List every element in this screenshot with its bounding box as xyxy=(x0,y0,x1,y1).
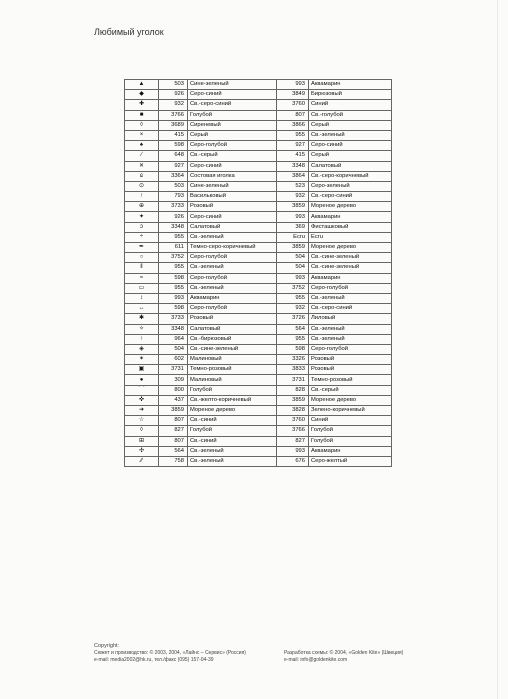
alt-color-name-cell: Фисташковый xyxy=(309,222,392,232)
color-name-cell: Голубой xyxy=(188,110,277,120)
table-row xyxy=(125,232,392,242)
symbol-cell: ≈ xyxy=(125,273,159,283)
alt-floss-number-cell: 3859 xyxy=(277,243,309,253)
symbol-cell: ✚ xyxy=(125,100,159,110)
color-name-cell: Св.-зеленый xyxy=(188,263,277,273)
symbol-cell: ✶ xyxy=(125,355,159,365)
symbol-cell: ⌒ xyxy=(125,385,159,395)
alt-floss-number-cell: 927 xyxy=(277,141,309,151)
footer-right xyxy=(284,650,444,664)
alt-floss-number-cell: 993 xyxy=(277,80,309,90)
alt-color-name-cell: Лиловый xyxy=(309,314,392,324)
color-name-cell: Св.-синий xyxy=(188,436,277,446)
color-name-cell: Серо-синий xyxy=(188,90,277,100)
alt-color-name-cell: Голубой xyxy=(309,436,392,446)
color-name-cell: Св.-желто-коричневый xyxy=(188,395,277,405)
alt-color-name-cell: Синий xyxy=(309,416,392,426)
alt-floss-number-cell: 993 xyxy=(277,446,309,456)
alt-floss-number-cell: 415 xyxy=(277,151,309,161)
color-name-cell: Мореное дерево xyxy=(188,406,277,416)
alt-color-name-cell: Аквамарин xyxy=(309,273,392,283)
symbol-cell: ↑ xyxy=(125,334,159,344)
symbol-cell: ⊙ xyxy=(125,181,159,191)
symbol-cell: ✒ xyxy=(125,243,159,253)
floss-number-cell: 955 xyxy=(159,232,188,242)
symbol-cell: ↔ xyxy=(125,304,159,314)
floss-number-cell: 955 xyxy=(159,283,188,293)
table-row xyxy=(125,212,392,222)
table-row xyxy=(125,395,392,405)
color-name-cell: Розовый xyxy=(188,314,277,324)
symbol-cell: ◆ xyxy=(125,90,159,100)
alt-floss-number-cell: 3859 xyxy=(277,395,309,405)
symbol-cell: ➜ xyxy=(125,406,159,416)
alt-floss-number-cell: 504 xyxy=(277,263,309,273)
alt-floss-number-cell: 3833 xyxy=(277,365,309,375)
floss-number-cell: 3752 xyxy=(159,253,188,263)
table-row xyxy=(125,324,392,334)
floss-number-cell: 827 xyxy=(159,426,188,436)
alt-floss-number-cell: 3828 xyxy=(277,406,309,416)
table-row xyxy=(125,120,392,130)
color-name-cell: Серо-голубой xyxy=(188,304,277,314)
floss-number-cell: 415 xyxy=(159,130,188,140)
floss-number-cell: 932 xyxy=(159,100,188,110)
table-row xyxy=(125,293,392,303)
page-title: Любимый уголок xyxy=(94,27,164,37)
footer-right-line1: Разработка схемы: © 2004, «Golden Kite» (Швеция) xyxy=(284,650,404,656)
alt-floss-number-cell: 3752 xyxy=(277,283,309,293)
color-name-cell: Сине-зеленый xyxy=(188,181,277,191)
color-name-cell: Св.-зеленый xyxy=(188,456,277,466)
alt-floss-number-cell: 932 xyxy=(277,192,309,202)
symbol-cell: ■ xyxy=(125,110,159,120)
alt-color-name-cell: Серо-синий xyxy=(309,141,392,151)
footer-left xyxy=(94,650,284,664)
floss-number-cell: 437 xyxy=(159,395,188,405)
floss-number-cell: 598 xyxy=(159,304,188,314)
floss-number-cell: 3348 xyxy=(159,324,188,334)
footer-right-line2: e-mail: info@goldenkite.com xyxy=(284,657,348,663)
color-name-cell: Салатовый xyxy=(188,222,277,232)
alt-floss-number-cell: 523 xyxy=(277,181,309,191)
alt-color-name-cell: Св.-серо-коричневый xyxy=(309,171,392,181)
alt-floss-number-cell: 564 xyxy=(277,324,309,334)
alt-color-name-cell: Салатовый xyxy=(309,161,392,171)
floss-number-cell: 993 xyxy=(159,293,188,303)
table-row xyxy=(125,334,392,344)
color-name-cell: Салатовый xyxy=(188,324,277,334)
symbol-cell: ✣ xyxy=(125,446,159,456)
symbol-cell: ✕ xyxy=(125,161,159,171)
alt-floss-number-cell: Ecru xyxy=(277,232,309,242)
floss-number-cell: 503 xyxy=(159,80,188,90)
symbol-cell: ♠ xyxy=(125,141,159,151)
table-row xyxy=(125,365,392,375)
table-row xyxy=(125,161,392,171)
symbol-cell: ‖ xyxy=(125,263,159,273)
floss-number-cell: 3348 xyxy=(159,222,188,232)
symbol-cell: ∕ xyxy=(125,151,159,161)
symbol-cell: ∕∕ xyxy=(125,456,159,466)
alt-floss-number-cell: 3731 xyxy=(277,375,309,385)
alt-color-name-cell: Аквамарин xyxy=(309,212,392,222)
floss-number-cell: 598 xyxy=(159,141,188,151)
alt-floss-number-cell: 3859 xyxy=(277,202,309,212)
color-key-table xyxy=(124,79,392,467)
alt-floss-number-cell: 993 xyxy=(277,273,309,283)
symbol-cell: ○ xyxy=(125,253,159,263)
table-row xyxy=(125,181,392,191)
footer xyxy=(94,643,434,664)
alt-color-name-cell: Мореное дерево xyxy=(309,243,392,253)
color-name-cell: Темно-розовый xyxy=(188,365,277,375)
alt-floss-number-cell: 3326 xyxy=(277,355,309,365)
symbol-cell: ◈ xyxy=(125,344,159,354)
table-row xyxy=(125,130,392,140)
floss-number-cell: 611 xyxy=(159,243,188,253)
table-row xyxy=(125,283,392,293)
color-name-cell: Серо-синий xyxy=(188,161,277,171)
alt-color-name-cell: Св.-сине-зеленый xyxy=(309,253,392,263)
alt-floss-number-cell: 3348 xyxy=(277,161,309,171)
alt-color-name-cell: Св.-серо-синий xyxy=(309,304,392,314)
alt-color-name-cell: Аквамарин xyxy=(309,446,392,456)
alt-floss-number-cell: 676 xyxy=(277,456,309,466)
symbol-cell: ▣ xyxy=(125,365,159,375)
table-row xyxy=(125,100,392,110)
alt-color-name-cell: Бирюзовый xyxy=(309,90,392,100)
color-name-cell: Серо-синий xyxy=(188,212,277,222)
table-row xyxy=(125,263,392,273)
color-name-cell: Состовая иголка xyxy=(188,171,277,181)
table-row xyxy=(125,314,392,324)
table-row xyxy=(125,141,392,151)
floss-number-cell: 926 xyxy=(159,212,188,222)
symbol-cell: ⊞ xyxy=(125,436,159,446)
color-name-cell: Св.-синий xyxy=(188,416,277,426)
table-row xyxy=(125,273,392,283)
table-row xyxy=(125,243,392,253)
alt-floss-number-cell: 827 xyxy=(277,436,309,446)
alt-color-name-cell: Ecru xyxy=(309,232,392,242)
color-name-cell: Розовый xyxy=(188,202,277,212)
color-name-cell: Голубой xyxy=(188,426,277,436)
symbol-cell: ☆ xyxy=(125,416,159,426)
floss-number-cell: 3733 xyxy=(159,314,188,324)
floss-number-cell: 800 xyxy=(159,385,188,395)
alt-floss-number-cell: 3766 xyxy=(277,426,309,436)
symbol-cell: ✧ xyxy=(125,324,159,334)
color-name-cell: Сиреневый xyxy=(188,120,277,130)
color-name-cell: Серо-голубой xyxy=(188,273,277,283)
floss-number-cell: 564 xyxy=(159,446,188,456)
floss-number-cell: 926 xyxy=(159,90,188,100)
floss-number-cell: 3689 xyxy=(159,120,188,130)
symbol-cell: ɔ xyxy=(125,222,159,232)
alt-color-name-cell: Св.-зеленый xyxy=(309,334,392,344)
color-name-cell: Серо-голубой xyxy=(188,141,277,151)
alt-floss-number-cell: 955 xyxy=(277,130,309,140)
footer-lines xyxy=(94,650,434,664)
alt-floss-number-cell: 3849 xyxy=(277,90,309,100)
floss-number-cell: 807 xyxy=(159,416,188,426)
alt-color-name-cell: Темно-розовый xyxy=(309,375,392,385)
floss-number-cell: 927 xyxy=(159,161,188,171)
alt-floss-number-cell: 3760 xyxy=(277,100,309,110)
alt-color-name-cell: Св.-сине-зеленый xyxy=(309,263,392,273)
floss-number-cell: 3766 xyxy=(159,110,188,120)
alt-floss-number-cell: 955 xyxy=(277,293,309,303)
alt-floss-number-cell: 955 xyxy=(277,334,309,344)
alt-floss-number-cell: 3864 xyxy=(277,171,309,181)
table-row xyxy=(125,110,392,120)
symbol-cell: ÷ xyxy=(125,232,159,242)
alt-color-name-cell: Серо-желтый xyxy=(309,456,392,466)
alt-color-name-cell: Голубой xyxy=(309,426,392,436)
table-row xyxy=(125,406,392,416)
table-row xyxy=(125,355,392,365)
alt-color-name-cell: Мореное дерево xyxy=(309,202,392,212)
alt-floss-number-cell: 932 xyxy=(277,304,309,314)
alt-floss-number-cell: 993 xyxy=(277,212,309,222)
table-row xyxy=(125,344,392,354)
table-row xyxy=(125,426,392,436)
color-name-cell: Св.-зеленый xyxy=(188,446,277,456)
color-name-cell: Аквамарин xyxy=(188,293,277,303)
symbol-cell: ✦ xyxy=(125,212,159,222)
alt-color-name-cell: Серый xyxy=(309,151,392,161)
color-name-cell: Малиновый xyxy=(188,355,277,365)
floss-number-cell: 648 xyxy=(159,151,188,161)
symbol-cell: ▭ xyxy=(125,283,159,293)
floss-number-cell: 504 xyxy=(159,344,188,354)
alt-color-name-cell: Св.-голубой xyxy=(309,110,392,120)
floss-number-cell: 758 xyxy=(159,456,188,466)
alt-floss-number-cell: 3760 xyxy=(277,416,309,426)
table-row xyxy=(125,202,392,212)
alt-floss-number-cell: 3866 xyxy=(277,120,309,130)
symbol-cell: ⊕ xyxy=(125,202,159,212)
color-name-cell: Св.-бирюзовый xyxy=(188,334,277,344)
alt-color-name-cell: Розовый xyxy=(309,365,392,375)
table-row xyxy=(125,375,392,385)
floss-number-cell: 793 xyxy=(159,192,188,202)
alt-color-name-cell: Серый xyxy=(309,120,392,130)
color-name-cell: Темно-серо-коричневый xyxy=(188,243,277,253)
alt-color-name-cell: Мореное дерево xyxy=(309,395,392,405)
symbol-cell: ▲ xyxy=(125,80,159,90)
table-row xyxy=(125,151,392,161)
color-name-cell: Св.-сине-зеленый xyxy=(188,344,277,354)
alt-color-name-cell: Св.-серый xyxy=(309,385,392,395)
color-name-cell: Св.-зеленый xyxy=(188,283,277,293)
table-row xyxy=(125,436,392,446)
symbol-cell: ◊ xyxy=(125,120,159,130)
color-name-cell: Серый xyxy=(188,130,277,140)
alt-floss-number-cell: 598 xyxy=(277,344,309,354)
table-row xyxy=(125,385,392,395)
alt-color-name-cell: Св.-зеленый xyxy=(309,293,392,303)
symbol-cell: ↑ xyxy=(125,192,159,202)
alt-color-name-cell: Серо-зеленый xyxy=(309,181,392,191)
alt-color-name-cell: Синий xyxy=(309,100,392,110)
table-row xyxy=(125,416,392,426)
alt-floss-number-cell: 828 xyxy=(277,385,309,395)
floss-number-cell: 807 xyxy=(159,436,188,446)
page-edge-line xyxy=(497,0,498,699)
symbol-cell: ɕ xyxy=(125,171,159,181)
floss-number-cell: 964 xyxy=(159,334,188,344)
table-row xyxy=(125,222,392,232)
alt-color-name-cell: Зелено-коричневый xyxy=(309,406,392,416)
alt-floss-number-cell: 807 xyxy=(277,110,309,120)
table-row xyxy=(125,90,392,100)
alt-color-name-cell: Аквамарин xyxy=(309,80,392,90)
footer-left-line1: Сюжет и производство: © 2003, 2004, «Лайнс – Сервис» (Россия) xyxy=(94,650,246,656)
table-row xyxy=(125,304,392,314)
table-row xyxy=(125,192,392,202)
symbol-cell: ✱ xyxy=(125,314,159,324)
alt-floss-number-cell: 3726 xyxy=(277,314,309,324)
floss-number-cell: 598 xyxy=(159,273,188,283)
floss-number-cell: 3733 xyxy=(159,202,188,212)
floss-number-cell: 503 xyxy=(159,181,188,191)
alt-color-name-cell: Св.-зеленый xyxy=(309,324,392,334)
floss-number-cell: 3859 xyxy=(159,406,188,416)
footer-left-line2: e-mail: media2002@hk.ru, тел./факс (095) 157-04-39 xyxy=(94,657,214,663)
alt-color-name-cell: Св.-зеленый xyxy=(309,130,392,140)
floss-number-cell: 602 xyxy=(159,355,188,365)
symbol-cell: ✜ xyxy=(125,395,159,405)
floss-number-cell: 309 xyxy=(159,375,188,385)
symbol-cell: ● xyxy=(125,375,159,385)
alt-color-name-cell: Св.-серо-синий xyxy=(309,192,392,202)
symbol-cell: ◊ xyxy=(125,426,159,436)
alt-floss-number-cell: 369 xyxy=(277,222,309,232)
color-name-cell: Св.-серый xyxy=(188,151,277,161)
table-row xyxy=(125,446,392,456)
color-name-cell: Св.-зеленый xyxy=(188,232,277,242)
color-name-cell: Малиновый xyxy=(188,375,277,385)
table-row xyxy=(125,80,392,90)
color-name-cell: Голубой xyxy=(188,385,277,395)
floss-number-cell: 955 xyxy=(159,263,188,273)
color-name-cell: Сине-зеленый xyxy=(188,80,277,90)
color-name-cell: Васильковый xyxy=(188,192,277,202)
copyright-label: Copyright: xyxy=(94,643,120,649)
table-row xyxy=(125,456,392,466)
table-row xyxy=(125,171,392,181)
color-key-table-body xyxy=(125,80,392,467)
alt-color-name-cell: Серо-голубой xyxy=(309,283,392,293)
table-row xyxy=(125,253,392,263)
alt-floss-number-cell: 504 xyxy=(277,253,309,263)
color-name-cell: Св.-серо-синий xyxy=(188,100,277,110)
symbol-cell: ↕ xyxy=(125,293,159,303)
alt-color-name-cell: Серо-голубой xyxy=(309,344,392,354)
color-name-cell: Серо-голубой xyxy=(188,253,277,263)
alt-color-name-cell: Розовый xyxy=(309,355,392,365)
symbol-cell: × xyxy=(125,130,159,140)
floss-number-cell: 3731 xyxy=(159,365,188,375)
floss-number-cell: 3364 xyxy=(159,171,188,181)
